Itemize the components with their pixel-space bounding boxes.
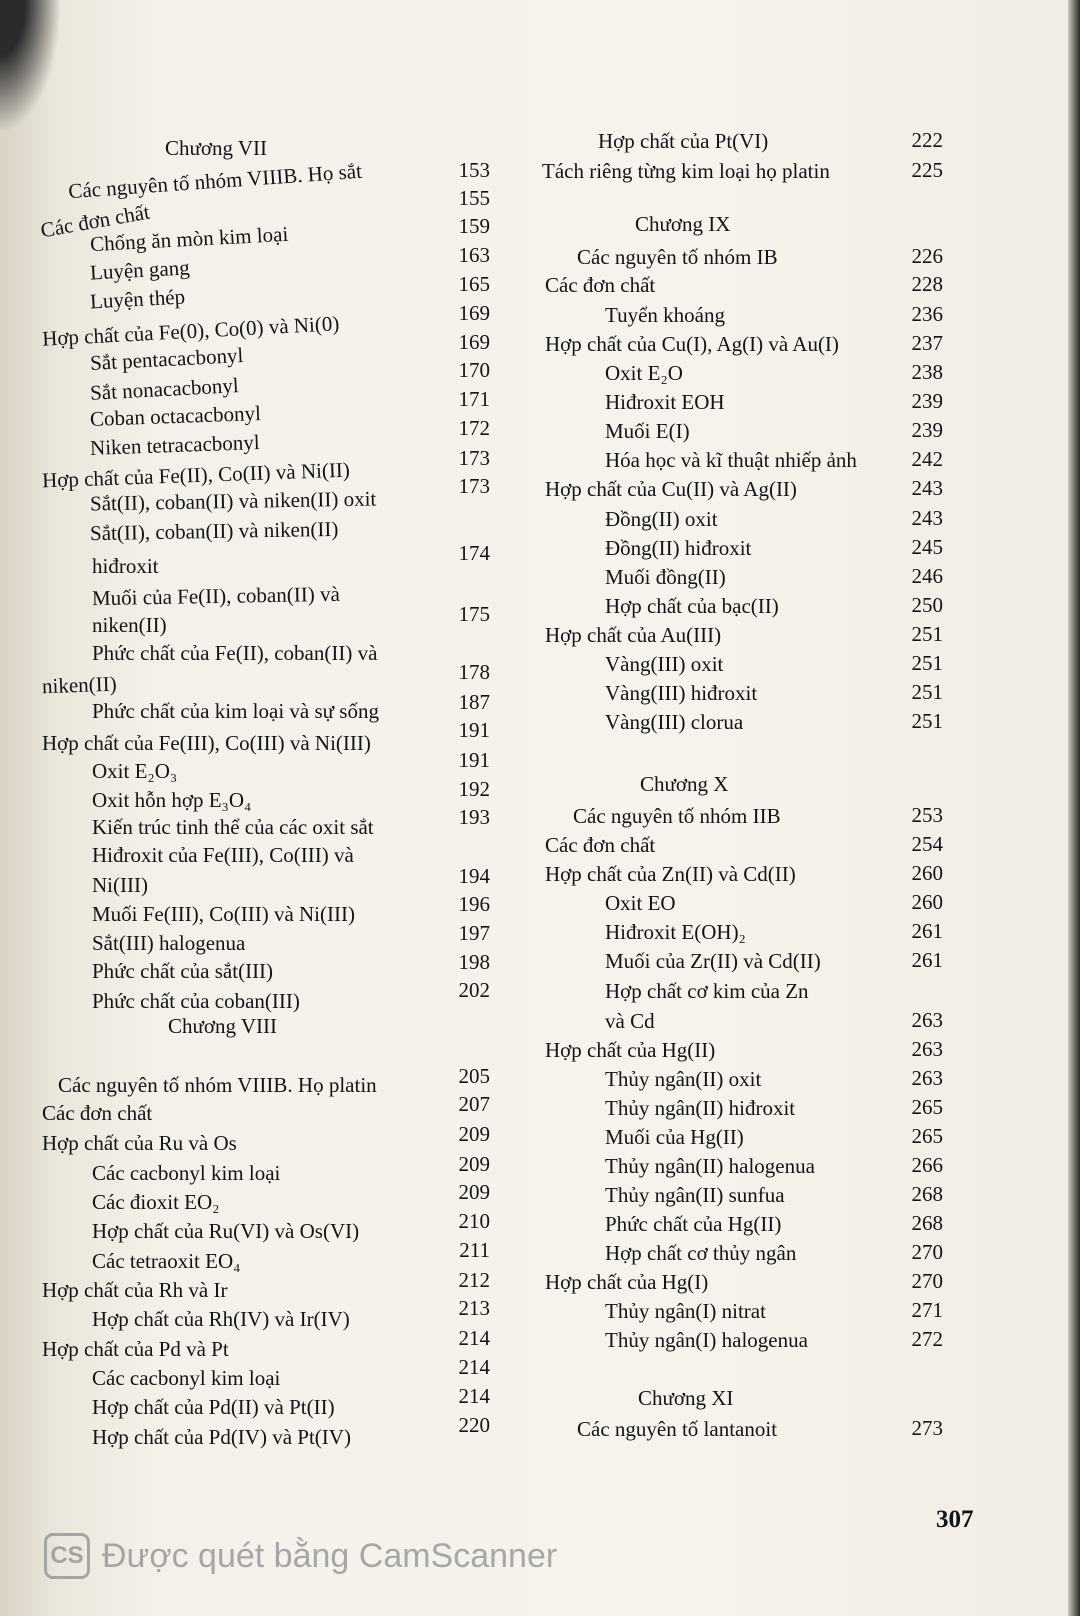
toc-entry-page: 242: [911, 447, 943, 471]
toc-entry-page: 272: [911, 1327, 943, 1351]
toc-entry-title: Sắt nonacacbonyl: [89, 373, 240, 405]
toc-entry-title: Hợp chất của Hg(II): [545, 1038, 716, 1062]
toc-entry-title: và Cd: [605, 1009, 655, 1033]
toc-entry-page: 226: [911, 244, 943, 268]
toc-entry-page: 271: [911, 1298, 943, 1322]
toc-entry-title: Luyện thép: [89, 284, 186, 314]
toc-entry-title: Thủy ngân(II) oxit: [605, 1067, 762, 1091]
toc-entry-title: Hợp chất của Rh(IV) và Ir(IV): [92, 1307, 350, 1331]
toc-entry-page: 254: [911, 832, 943, 856]
toc-entry-page: 263: [911, 1066, 943, 1090]
toc-entry-page: 209: [458, 1180, 490, 1204]
toc-entry-title: Sắt(III) halogenua: [92, 931, 246, 955]
toc-entry-title: Phức chất của sắt(III): [92, 959, 274, 983]
toc-entry-title: Thủy ngân(I) nitrat: [605, 1299, 766, 1323]
toc-entry-title: Oxit E₂O: [605, 361, 683, 385]
toc-entry-title: Hợp chất của Fe(II), Co(II) và Ni(II): [41, 457, 351, 493]
toc-entry-page: 263: [911, 1008, 943, 1032]
toc-entry-page: 211: [459, 1238, 490, 1262]
toc-entry-page: 209: [458, 1122, 490, 1146]
toc-entry-page: 251: [911, 651, 943, 675]
toc-entry-page: 239: [911, 389, 943, 413]
toc-entry-page: 170: [458, 358, 490, 382]
page-number: 307: [936, 1506, 974, 1533]
toc-entry-title: Sắt(II), coban(II) và niken(II): [89, 516, 339, 546]
toc-entry-page: 261: [911, 919, 943, 943]
toc-entry-page: 191: [458, 718, 490, 742]
toc-entry-title: Phức chất của coban(III): [92, 989, 300, 1013]
toc-entry-page: 250: [911, 593, 943, 617]
toc-entry-title: Hợp chất của Pd(IV) và Pt(IV): [92, 1425, 351, 1449]
toc-entry-title: Oxit E₂O₃: [92, 759, 178, 783]
page-edge-shadow: [1068, 0, 1080, 1616]
toc-entry-page: 214: [458, 1384, 490, 1408]
toc-entry-page: 237: [911, 331, 943, 355]
toc-entry-title: Vàng(III) hiđroxit: [605, 681, 758, 705]
toc-entry-title: Phức chất của Hg(II): [605, 1212, 782, 1236]
toc-entry-page: 178: [458, 660, 490, 684]
toc-entry-title: Hiđroxit EOH: [605, 390, 725, 414]
toc-entry-page: 265: [911, 1124, 943, 1148]
toc-entry-title: Thủy ngân(I) halogenua: [605, 1328, 808, 1352]
toc-entry-title: Phức chất của kim loại và sự sống: [92, 699, 379, 723]
toc-entry-title: Các nguyên tố lantanoit: [577, 1417, 778, 1441]
toc-entry-page: 228: [911, 272, 943, 296]
toc-entry-page: 214: [458, 1326, 490, 1350]
toc-entry-title: Hợp chất của Ru và Os: [42, 1131, 237, 1155]
toc-entry-page: 210: [458, 1209, 490, 1233]
toc-entry-title: Thủy ngân(II) sunfua: [605, 1183, 785, 1207]
toc-entry-page: 159: [458, 214, 490, 238]
toc-entry-title: Hợp chất của Cu(II) và Ag(II): [545, 477, 797, 501]
toc-entry-title: Hợp chất của bạc(II): [605, 594, 779, 618]
toc-entry-title: Các đioxit EO₂: [92, 1190, 220, 1214]
toc-entry-title: Vàng(III) oxit: [605, 652, 724, 676]
toc-entry-page: 172: [458, 416, 490, 440]
toc-entry-title: Coban octacacbonyl: [89, 401, 262, 431]
toc-entry-title: Muối đồng(II): [605, 565, 726, 589]
toc-entry-title: Oxit hỗn hợp E₃O₄: [92, 788, 252, 812]
toc-entry-page: 194: [458, 864, 490, 888]
toc-entry-page: 153: [458, 158, 490, 182]
toc-entry-title: Luyện gang: [89, 255, 191, 285]
toc-entry-title: Các đơn chất: [42, 1101, 153, 1125]
toc-entry-page: 197: [458, 921, 490, 945]
toc-entry-page: 270: [911, 1269, 943, 1293]
toc-entry-title: Thủy ngân(II) halogenua: [605, 1154, 815, 1178]
toc-entry-page: 214: [458, 1355, 490, 1379]
toc-entry-page: 243: [911, 506, 943, 530]
toc-entry-page: 191: [458, 748, 490, 772]
toc-entry-page: 169: [458, 301, 490, 325]
toc-entry-title: Hợp chất của Cu(I), Ag(I) và Au(I): [545, 332, 839, 356]
toc-entry-page: 253: [911, 803, 943, 827]
toc-entry-title: Hợp chất của Rh và Ir: [42, 1278, 228, 1302]
toc-entry-page: 261: [911, 948, 943, 972]
toc-entry-page: 171: [458, 387, 490, 411]
toc-entry-page: 205: [458, 1064, 490, 1088]
toc-entry-title: Sắt pentacacbonyl: [89, 343, 244, 375]
chapter-heading-xi: Chương XI: [638, 1386, 734, 1410]
toc-entry-page: 260: [911, 890, 943, 914]
toc-entry-page: 165: [458, 272, 490, 296]
toc-entry-page: 265: [911, 1095, 943, 1119]
chapter-heading-ix: Chương IX: [635, 212, 731, 236]
toc-entry-title: niken(II): [92, 613, 167, 637]
toc-entry-title: Oxit EO: [605, 891, 676, 915]
chapter-heading-vii: Chương VII: [165, 136, 268, 160]
toc-entry-title: Muối Fe(III), Co(III) và Ni(III): [92, 902, 355, 926]
toc-entry-page: 174: [458, 541, 490, 565]
toc-left-column: [0, 0, 520, 1616]
toc-entry-page: 207: [458, 1092, 490, 1116]
toc-entry-page: 251: [911, 622, 943, 646]
toc-entry-title: Thủy ngân(II) hiđroxit: [605, 1096, 796, 1120]
toc-entry-page: 198: [458, 950, 490, 974]
toc-entry-title: Hiđroxit của Fe(III), Co(III) và: [92, 843, 354, 867]
toc-entry-title: Các nguyên tố nhóm IB: [577, 245, 778, 269]
toc-entry-title: Hợp chất của Pd(II) và Pt(II): [92, 1395, 335, 1419]
toc-entry-title: Muối E(I): [605, 419, 690, 443]
toc-entry-title: Hợp chất của Ru(VI) và Os(VI): [92, 1219, 360, 1243]
toc-entry-page: 212: [458, 1268, 490, 1292]
toc-entry-title: Hợp chất của Zn(II) và Cd(II): [545, 862, 796, 886]
toc-entry-title: Kiến trúc tinh thể của các oxit sắt: [92, 815, 374, 839]
toc-entry-title: Tuyển khoáng: [605, 303, 725, 327]
camscanner-logo-icon: CS: [44, 1533, 90, 1579]
toc-entry-page: 163: [458, 243, 490, 267]
toc-entry-page: 173: [458, 446, 490, 470]
toc-entry-page: 202: [458, 978, 490, 1002]
toc-entry-page: 155: [458, 186, 490, 210]
toc-entry-title: Hóa học và kĩ thuật nhiếp ảnh: [605, 448, 857, 472]
toc-entry-page: 266: [911, 1153, 943, 1177]
toc-entry-title: Niken tetracacbonyl: [89, 430, 261, 460]
toc-entry-title: Các đơn chất: [545, 273, 656, 297]
watermark-text: Được quét bằng CamScanner: [102, 1536, 558, 1575]
toc-entry-title: Đồng(II) hiđroxit: [605, 536, 752, 560]
toc-entry-title: Các nguyên tố nhóm VIIIB. Họ platin: [58, 1073, 377, 1097]
toc-entry-page: 270: [911, 1240, 943, 1264]
toc-entry-title: hiđroxit: [92, 554, 159, 578]
toc-entry-title: Hợp chất của Pd và Pt: [42, 1337, 229, 1361]
toc-entry-title: Các tetraoxit EO₄: [92, 1249, 241, 1273]
toc-entry-title: Sắt(II), coban(II) và niken(II) oxit: [89, 486, 377, 516]
toc-entry-page: 173: [458, 474, 490, 498]
toc-entry-page: 243: [911, 476, 943, 500]
toc-entry-title: Hợp chất của Pt(VI): [598, 129, 769, 153]
toc-entry-title: niken(II): [41, 671, 118, 699]
toc-entry-title: Các đơn chất: [545, 833, 656, 857]
toc-entry-title: Hợp chất của Fe(0), Co(0) và Ni(0): [41, 311, 340, 351]
toc-right-column: [540, 0, 970, 1616]
chapter-heading-viii: Chương VIII: [168, 1014, 278, 1038]
toc-entry-page: 238: [911, 360, 943, 384]
toc-entry-page: 175: [458, 602, 490, 626]
toc-entry-page: 246: [911, 564, 943, 588]
toc-entry-page: 268: [911, 1211, 943, 1235]
toc-entry-page: 220: [458, 1413, 490, 1437]
toc-entry-page: 193: [458, 805, 490, 829]
toc-entry-page: 225: [911, 158, 943, 182]
toc-entry-page: 169: [458, 330, 490, 354]
toc-entry-page: 236: [911, 302, 943, 326]
toc-entry-title: Các nguyên tố nhóm VIIIB. Họ sắt: [67, 158, 363, 204]
toc-entry-page: 245: [911, 535, 943, 559]
toc-entry-title: Các cacbonyl kim loại: [92, 1366, 281, 1390]
toc-entry-title: Hiđroxit E(OH)₂: [605, 920, 746, 944]
toc-entry-page: 251: [911, 709, 943, 733]
toc-entry-page: 268: [911, 1182, 943, 1206]
toc-entry-page: 213: [458, 1296, 490, 1320]
toc-entry-page: 260: [911, 861, 943, 885]
toc-entry-title: Tách riêng từng kim loại họ platin: [542, 159, 830, 183]
toc-entry-title: Đồng(II) oxit: [605, 507, 718, 531]
toc-entry-page: 273: [911, 1416, 943, 1440]
toc-entry-title: Muối của Fe(II), coban(II) và: [91, 581, 341, 611]
toc-entry-title: Hợp chất cơ kim của Zn: [605, 979, 809, 1003]
camscanner-watermark: [44, 1533, 557, 1579]
toc-entry-title: Chống ăn mòn kim loại: [89, 221, 289, 257]
toc-entry-title: Hợp chất của Fe(III), Co(III) và Ni(III): [42, 731, 371, 755]
toc-entry-title: Hợp chất của Au(III): [545, 623, 722, 647]
toc-entry-page: 251: [911, 680, 943, 704]
toc-entry-title: Ni(III): [92, 873, 148, 897]
toc-entry-title: Các đơn chất: [38, 199, 152, 243]
toc-entry-title: Các nguyên tố nhóm IIB: [573, 804, 781, 828]
toc-entry-title: Hợp chất cơ thủy ngân: [605, 1241, 797, 1265]
toc-entry-page: 196: [458, 892, 490, 916]
toc-entry-title: Muối của Zr(II) và Cd(II): [605, 949, 821, 973]
toc-entry-page: 209: [458, 1152, 490, 1176]
toc-entry-title: Hợp chất của Hg(I): [545, 1270, 709, 1294]
toc-entry-title: Vàng(III) clorua: [605, 710, 744, 734]
chapter-heading-x: Chương X: [640, 772, 729, 796]
toc-entry-title: Các cacbonyl kim loại: [92, 1161, 281, 1185]
toc-entry-title: Muối của Hg(II): [605, 1125, 744, 1149]
toc-entry-page: 263: [911, 1037, 943, 1061]
toc-entry-page: 187: [458, 690, 490, 714]
toc-entry-page: 192: [458, 777, 490, 801]
toc-entry-title: Phức chất của Fe(II), coban(II) và: [92, 641, 378, 665]
toc-entry-page: 222: [911, 128, 943, 152]
toc-entry-page: 239: [911, 418, 943, 442]
